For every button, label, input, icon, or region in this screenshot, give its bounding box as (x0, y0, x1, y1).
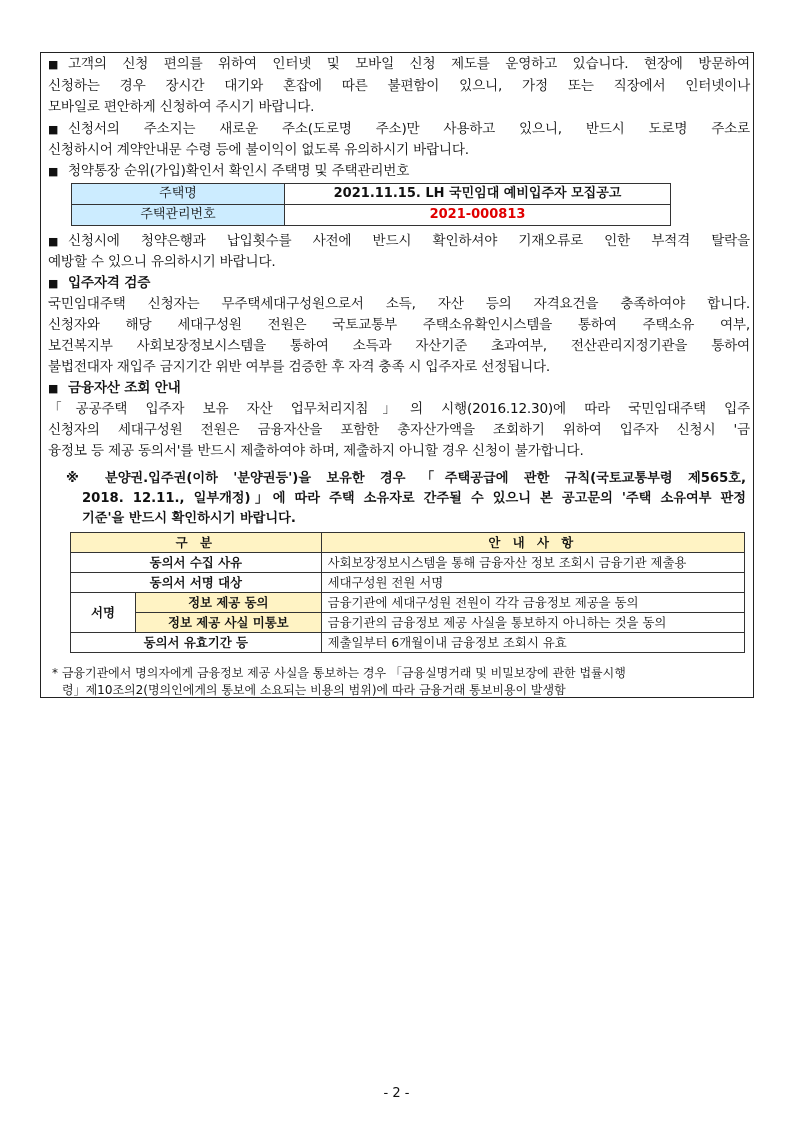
table-row (71, 633, 745, 653)
consent-table (70, 532, 745, 653)
section1-line2: 신청자와 해당 세대구성원 전원은 국토교통부 주택소유확인시스템을 통하여 주택소유 여부, (48, 317, 750, 333)
para4-text1: 신청시에 청약은행과 납입횟수를 사전에 반드시 확인하셔야 기재오류로 인한 부적격 탈락을 (68, 233, 750, 249)
para4-line1 (48, 232, 750, 251)
bullet-icon: ■ (48, 58, 59, 71)
table-row (72, 205, 671, 226)
header-category: 구 분 (71, 533, 322, 553)
para1-line2: 신청하는 경우 장시간 대기와 혼잡에 따른 불편함이 있으니, 가정 또는 직장에서 인터넷이나 (48, 78, 750, 94)
table-row (72, 184, 671, 205)
table-row (71, 573, 745, 593)
para1-line1 (48, 55, 750, 74)
section2-line1: 「공공주택 입주자 보유 자산 업무처리지침」의 시행(2016.12.30)에 따라 국민임대주택 입주 (48, 401, 750, 417)
bullet-icon: ■ (48, 165, 59, 178)
section1-line1: 국민임대주택 신청자는 무주택세대구성원으로서 소득, 자산 등의 자격요건을 충족하여야 합니다. (48, 296, 750, 312)
row-label: 동의서 서명 대상 (71, 573, 322, 593)
sign-label: 서명 (71, 593, 136, 633)
row-label: 동의서 수집 사유 (71, 553, 322, 573)
section-title-financial (48, 379, 750, 398)
table-row (71, 553, 745, 573)
notice-line2: 2018. 12.11., 일부개정)」에 따라 주택 소유자로 간주될 수 있으니 본 공고문의 '주택 소유여부 판정 (82, 491, 746, 506)
para3-text1: 청약통장 순위(가입)확인서 확인시 주택명 및 주택관리번호 (68, 163, 410, 179)
footnote-line2: 령」제10조의2(명의인에게의 통보에 소요되는 비용의 범위)에 따라 금융거래 통보비용이 발생함 (62, 683, 566, 697)
section2-line3: 융정보 등 제공 동의서'를 반드시 제출하여야 하며, 제출하지 아니할 경우 신청이 불가합니다. (48, 443, 584, 459)
section2-title-text: 금융자산 조회 안내 (68, 380, 181, 396)
row-value: 금융기관의 금융정보 제공 사실을 통보하지 아니하는 것을 동의 (321, 613, 744, 633)
housing-info-table (71, 183, 671, 226)
table-row (71, 593, 745, 613)
section1-line3: 보건복지부 사회보장정보시스템을 통하여 소득과 자산기준 초과여부, 전산관리지정기관을 통하여 (48, 338, 750, 354)
para3-line1 (48, 162, 750, 181)
table-row (71, 613, 745, 633)
bullet-icon: ■ (48, 277, 59, 290)
row-value: 금융기관에 세대구성원 전원이 각각 금융정보 제공을 동의 (321, 593, 744, 613)
section-title-eligibility (48, 274, 750, 293)
para2-line1 (48, 120, 750, 139)
housing-name-label: 주택명 (72, 184, 285, 205)
para2-text1: 신청서의 주소지는 새로운 주소(도로명 주소)만 사용하고 있으니, 반드시 도로명 주소로 (68, 121, 750, 137)
bullet-icon: ■ (48, 235, 59, 248)
notice-line1: ※ 분양권.입주권(이하 '분양권등')을 보유한 경우 「주택공급에 관한 규칙(국토교통부령 제565호, (66, 471, 746, 486)
bullet-icon: ■ (48, 123, 59, 136)
housing-id-value: 2021-000813 (285, 205, 671, 226)
row-label: 정보 제공 동의 (136, 593, 322, 613)
para1-text1: 고객의 신청 편의를 위하여 인터넷 및 모바일 신청 제도를 운영하고 있습니다. 현장에 방문하여 (68, 56, 750, 72)
footnote-line1: * 금융기관에서 명의자에게 금융정보 제공 사실을 통보하는 경우 「금융실명거래 및 비밀보장에 관한 법률시행 (52, 666, 626, 680)
row-value: 제출일부터 6개월이내 금융정보 조회시 유효 (321, 633, 744, 653)
row-value: 사회보장정보시스템을 통해 금융자산 정보 조회시 금융기관 제출용 (321, 553, 744, 573)
para1-line3: 모바일로 편안하게 신청하여 주시기 바랍니다. (48, 99, 315, 115)
table-row (71, 533, 745, 553)
housing-name-value: 2021.11.15. LH 국민임대 예비입주자 모집공고 (285, 184, 671, 205)
section1-line4: 불법전대자 재입주 금지기간 위반 여부를 검증한 후 자격 충족 시 입주자로 선정됩니다. (48, 359, 551, 375)
section2-line2: 신청자의 세대구성원 전원은 금융자산을 포함한 총자산가액을 조회하기 위하여 입주자 신청시 '금 (48, 422, 750, 438)
para2-line2: 신청하시어 계약안내문 수령 등에 불이익이 없도록 유의하시기 바랍니다. (48, 142, 469, 158)
section1-title-text: 입주자격 검증 (68, 275, 151, 291)
housing-id-label: 주택관리번호 (72, 205, 285, 226)
page-number: - 2 - (383, 1086, 410, 1101)
para4-line2: 예방할 수 있으니 유의하시기 바랍니다. (48, 254, 276, 270)
bullet-icon: ■ (48, 382, 59, 395)
row-label: 정보 제공 사실 미통보 (136, 613, 322, 633)
row-value: 세대구성원 전원 서명 (321, 573, 744, 593)
notice-line3: 기준'을 반드시 확인하시기 바랍니다. (82, 511, 296, 526)
header-guidance: 안 내 사 항 (321, 533, 744, 553)
row-label: 동의서 유효기간 등 (71, 633, 322, 653)
